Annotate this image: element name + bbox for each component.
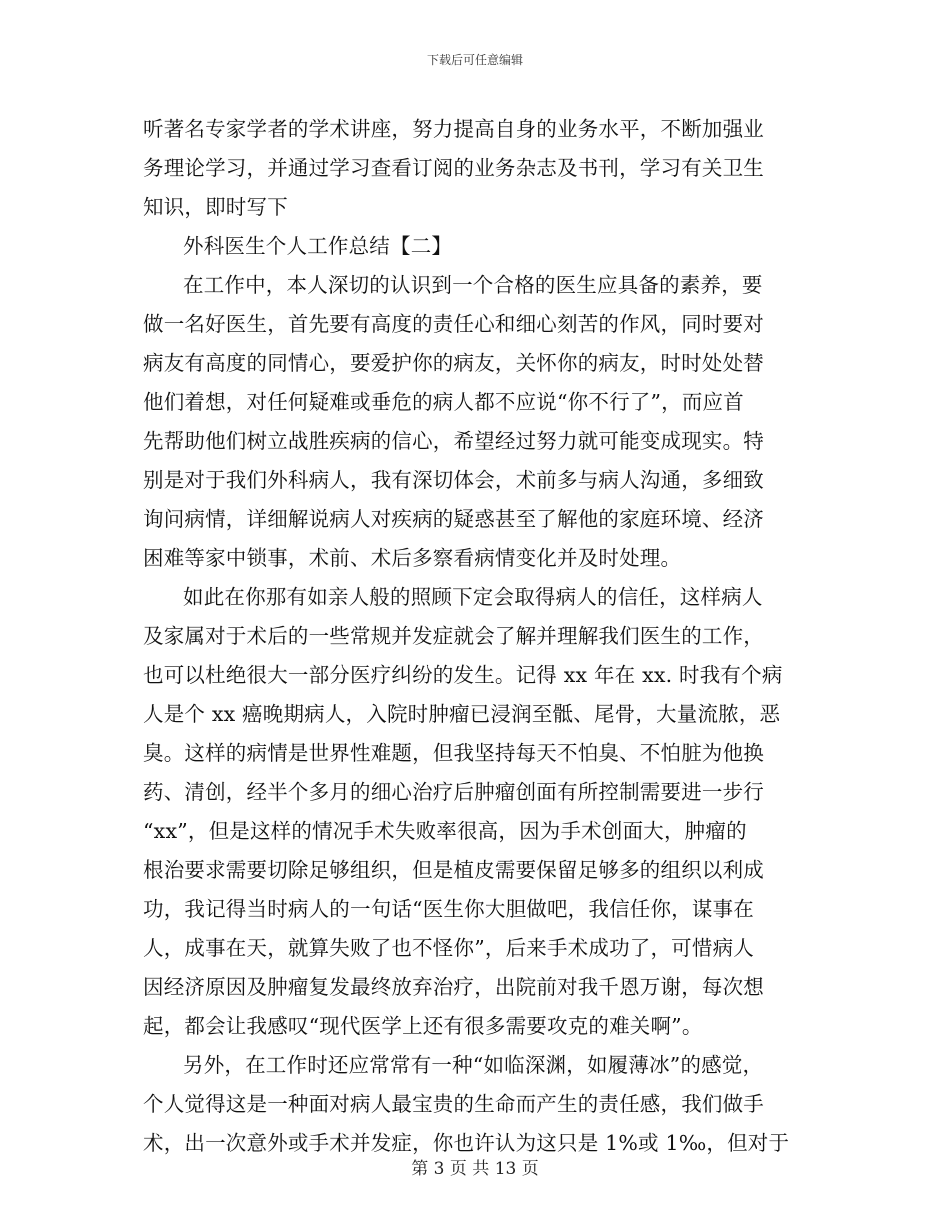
text-line: 在工作中，本人深切的认识到一个合格的医生应具备的素养，要 [183,273,763,297]
text-line: 他们着想，对任何疑难或垂危的病人都不应说“你不行了”，而应首 [143,390,744,414]
text-line: 如此在你那有如亲人般的照顾下定会取得病人的信任，这样病人 [183,585,763,609]
text-line: 别是对于我们外科病人，我有深切体会，术前多与病人沟通，多细致 [143,468,764,492]
text-line: 药、清创，经半个多月的细心治疗后肿瘤创面有所控制需要进一步行 [143,780,764,804]
text-line: 人，成事在天，就算失败了也不怪你”，后来手术成功了，可惜病人 [143,936,754,960]
text-line: 务理论学习，并通过学习查看订阅的业务杂志及书刊，学习有关卫生 [143,156,764,180]
text-line: 及家属对于术后的一些常规并发症就会了解并理解我们医生的工作， [143,624,764,648]
text-line: 起，都会让我感叹“现代医学上还有很多需要攻克的难关啊”。 [143,1014,703,1038]
text-line: 功，我记得当时病人的一句话“医生你大胆做吧，我信任你，谋事在 [143,897,754,921]
text-line: 病友有高度的同情心，要爱护你的病友，关怀你的病友，时时处处替 [143,351,764,375]
page-header: 下载后可任意编辑 [426,53,523,67]
text-line: 外科医生个人工作总结【二】 [183,234,453,258]
text-line: 询问病情，详细解说病人对疾病的疑惑甚至了解他的家庭环境、经济 [143,507,764,531]
text-line: 术，出一次意外或手术并发症，你也许认为这只是 1%或 1‰，但对于 [143,1131,790,1155]
text-line: 听著名专家学者的学术讲座，努力提高自身的业务水平，不断加强业 [143,117,764,141]
page-number-footer: 第 3 页 共 13 页 [411,1159,539,1179]
text-line: 因经济原因及肿瘤复发最终放弃治疗，出院前对我千恩万谢，每次想 [143,975,764,999]
text-line: 先帮助他们树立战胜疾病的信心，希望经过努力就可能变成现实。特 [143,429,764,453]
text-line: 困难等家中锁事，术前、术后多察看病情变化并及时处理。 [143,546,682,570]
text-line: 知识，即时写下 [143,195,288,219]
document-body [143,110,813,1163]
text-line: 臭。这样的病情是世界性难题，但我坚持每天不怕臭、不怕脏为他换 [143,741,764,765]
text-line: 根治要求需要切除足够组织，但是植皮需要保留足够多的组织以利成 [143,858,764,882]
text-line: 个人觉得这是一种面对病人最宝贵的生命而产生的责任感，我们做手 [143,1092,764,1116]
text-line: 也可以杜绝很大一部分医疗纠纷的发生。记得 xx 年在 xx. 时我有个病 [143,663,783,687]
text-line: 做一名好医生，首先要有高度的责任心和细心刻苦的作风，同时要对 [143,312,764,336]
text-line: “xx”，但是这样的情况手术失败率很高，因为手术创面大，肿瘤的 [143,819,747,843]
text-line: 人是个 xx 癌晚期病人，入院时肿瘤已浸润至骶、尾骨，大量流脓，恶 [143,702,781,726]
text-line: 另外，在工作时还应常常有一种“如临深渊，如履薄冰”的感觉， [183,1053,764,1077]
